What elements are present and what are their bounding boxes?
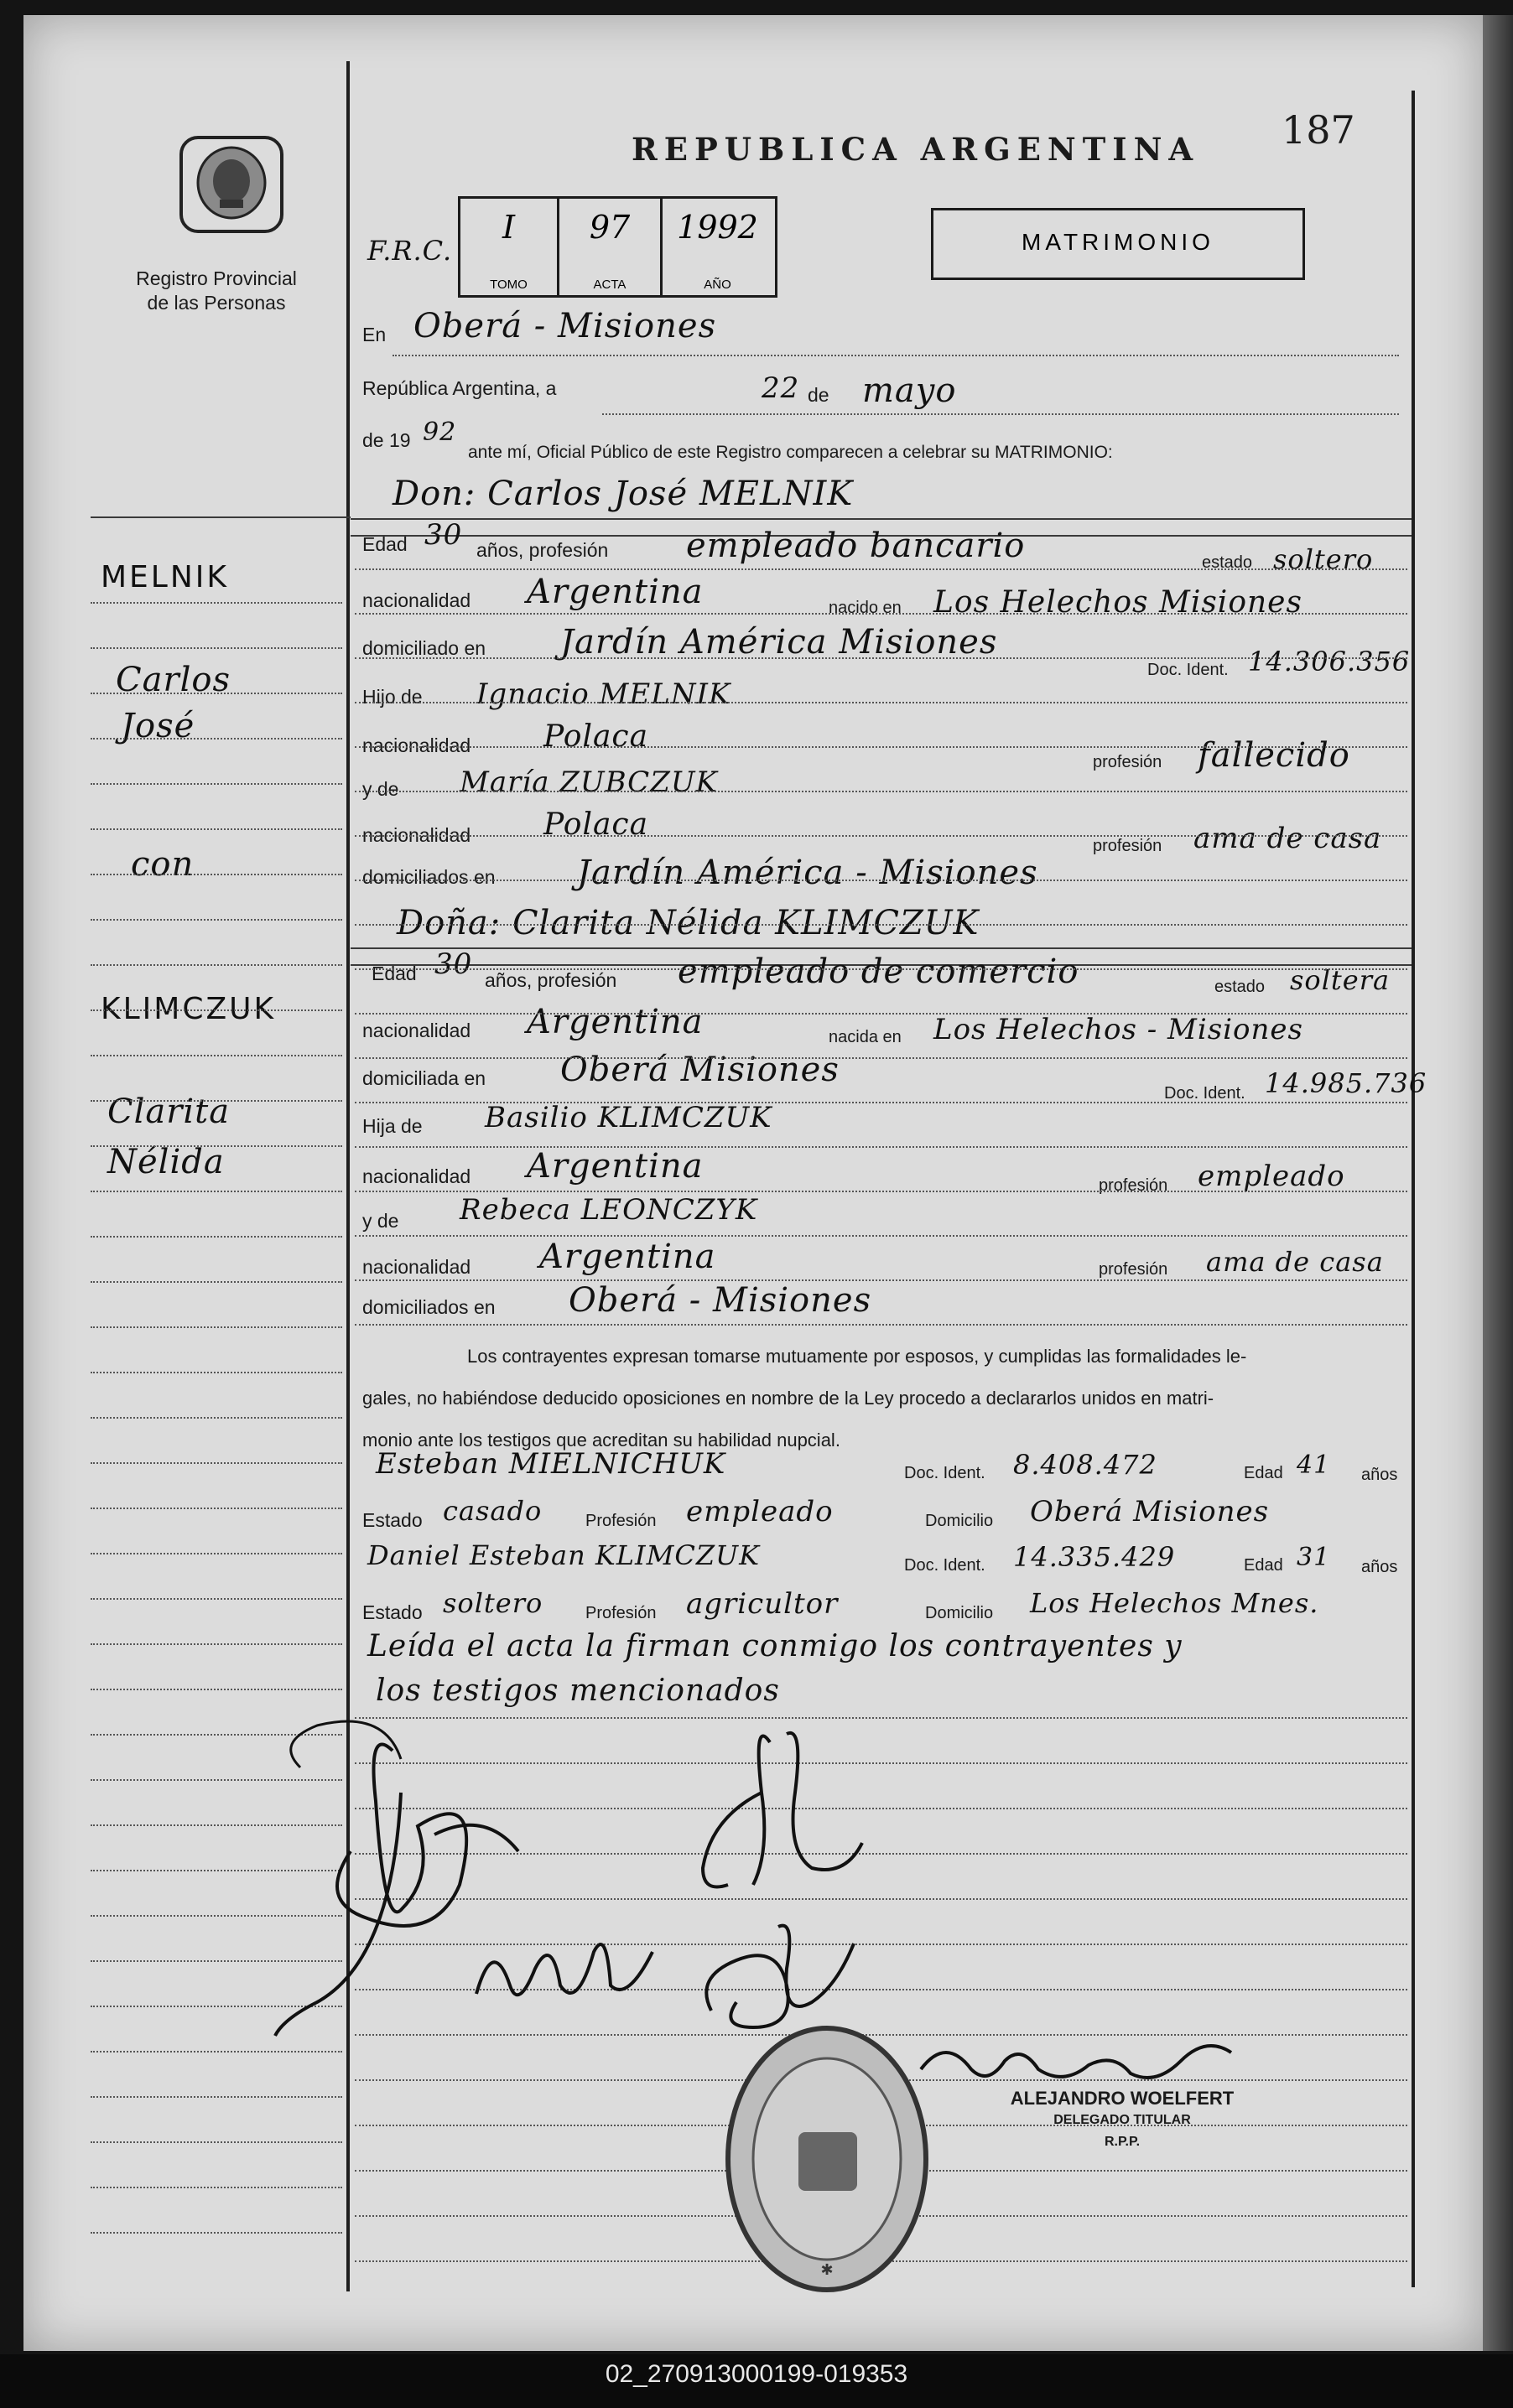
bride-mother-nat-label: nacionalidad bbox=[362, 1256, 471, 1278]
right-margin-rule bbox=[1412, 91, 1415, 2287]
body-rule-line bbox=[355, 568, 1407, 570]
margin-rule-line bbox=[91, 1100, 342, 1102]
ano-cell bbox=[663, 199, 772, 295]
witness-2-estado-label: Estado bbox=[362, 1601, 423, 1623]
groom-edad-label: Edad bbox=[362, 533, 408, 555]
margin-rule-line bbox=[91, 1236, 342, 1238]
margin-rule-line bbox=[91, 693, 342, 694]
margin-rule-line bbox=[91, 874, 342, 875]
tomo-label: TOMO bbox=[490, 278, 528, 292]
frc-box bbox=[458, 196, 777, 298]
witness-2-prof-label: Profesión bbox=[585, 1604, 657, 1622]
registry-line-2: de las Personas bbox=[147, 292, 286, 314]
witness-1-prof-label: Profesión bbox=[585, 1512, 657, 1530]
groom-address: Jardín América Misiones bbox=[560, 623, 998, 662]
rule bbox=[351, 518, 1412, 520]
groom-parents-address: Jardín América - Misiones bbox=[577, 854, 1038, 892]
groom-nationality: Argentina bbox=[527, 573, 704, 611]
bride-birthplace: Los Helechos - Misiones bbox=[933, 1013, 1303, 1046]
official-office: R.P.P. bbox=[1104, 2135, 1141, 2149]
register-page bbox=[23, 15, 1488, 2351]
bride-father: Basilio KLIMCZUK bbox=[485, 1101, 772, 1134]
margin-rule-line bbox=[91, 828, 342, 830]
witness-2-profession: agricultor bbox=[686, 1587, 839, 1621]
acta-label: ACTA bbox=[593, 278, 627, 292]
official-block bbox=[988, 2088, 1256, 2153]
signature-witness-1 bbox=[460, 1918, 678, 2027]
bride-edad-label: Edad bbox=[372, 963, 417, 984]
witness-1-dom-label: Domicilio bbox=[925, 1512, 994, 1530]
margin-rule-line bbox=[91, 1689, 342, 1690]
witness-1-doc-label: Doc. Ident. bbox=[904, 1464, 985, 1482]
groom-father-nationality: Polaca bbox=[543, 719, 649, 754]
bride-full-name: Doña: Clarita Nélida KLIMCZUK bbox=[397, 904, 980, 942]
bride-nationality: Argentina bbox=[527, 1003, 704, 1041]
body-rule-line bbox=[355, 1057, 1407, 1059]
groom-mother: María ZUBCZUK bbox=[460, 765, 718, 799]
witness-1-anos-label: años bbox=[1361, 1466, 1398, 1484]
body-rule-line bbox=[355, 924, 1407, 926]
margin-bride-name2: Nélida bbox=[107, 1143, 225, 1181]
bride-father-profession: empleado bbox=[1198, 1160, 1345, 1193]
bride-father-nat-label: nacionalidad bbox=[362, 1165, 471, 1187]
groom-estado: soltero bbox=[1273, 543, 1374, 575]
margin-rule-line bbox=[91, 1009, 342, 1011]
margin-rule-line bbox=[91, 1643, 342, 1645]
witness-1-age: 41 bbox=[1297, 1451, 1331, 1480]
groom-father-nat-label: nacionalidad bbox=[362, 734, 471, 756]
body-rule-line bbox=[355, 702, 1407, 703]
groom-yde-label: y de bbox=[362, 778, 399, 800]
margin-rule-line bbox=[91, 1191, 342, 1192]
ano-value: 1992 bbox=[677, 209, 758, 246]
closing-line-1: Leída el acta la firman conmigo los contrayentes y bbox=[367, 1629, 1183, 1663]
witness-1-estado: casado bbox=[443, 1495, 543, 1527]
rule bbox=[393, 355, 1399, 356]
margin-rule-line bbox=[91, 1598, 342, 1600]
intro-month: mayo bbox=[862, 371, 957, 410]
groom-full-name: Don: Carlos José MELNIK bbox=[393, 475, 854, 513]
groom-age: 30 bbox=[424, 518, 463, 552]
bride-doc: 14.985.736 bbox=[1265, 1067, 1427, 1099]
body-rule-line bbox=[355, 1279, 1407, 1281]
margin-bride-name1: Clarita bbox=[107, 1092, 231, 1131]
groom-father-profession: fallecido bbox=[1198, 736, 1350, 775]
official-seal-stamp bbox=[725, 2023, 930, 2296]
witness-2-anos-label: años bbox=[1361, 1558, 1398, 1576]
bride-mother-profession: ama de casa bbox=[1206, 1246, 1384, 1278]
body-rule-line bbox=[355, 1102, 1407, 1103]
bride-father-prof-label: profesión bbox=[1099, 1176, 1168, 1195]
margin-rule-line bbox=[91, 1508, 342, 1509]
body-rule-line bbox=[355, 1324, 1407, 1326]
year-suffix: 92 bbox=[423, 418, 457, 447]
margin-rule-line bbox=[91, 738, 342, 740]
witness-2-estado: soltero bbox=[443, 1587, 543, 1619]
closing-line-2: los testigos mencionados bbox=[376, 1674, 780, 1708]
body-rule-line bbox=[355, 880, 1407, 881]
official-title: DELEGADO TITULAR bbox=[1053, 2113, 1191, 2127]
groom-estado-label: estado bbox=[1202, 553, 1253, 572]
bride-parents-dom-label: domiciliados en bbox=[362, 1296, 496, 1318]
witness-1-estado-label: Estado bbox=[362, 1509, 423, 1531]
bride-mother-nationality: Argentina bbox=[539, 1238, 716, 1276]
body-rule-line bbox=[355, 791, 1407, 792]
witness-1-address: Oberá Misiones bbox=[1030, 1495, 1270, 1528]
body-rule-line bbox=[355, 835, 1407, 837]
margin-rule-line bbox=[91, 647, 342, 649]
body-rule-line bbox=[355, 968, 1407, 970]
margin-rule-line bbox=[91, 1281, 342, 1283]
acta-cell bbox=[559, 199, 663, 295]
witness-2-edad-label: Edad bbox=[1244, 1556, 1283, 1575]
year-prefix: de 19 bbox=[362, 429, 411, 451]
bride-hija-label: Hija de bbox=[362, 1115, 423, 1137]
margin-rule-line bbox=[91, 2232, 342, 2234]
body-rule-line bbox=[355, 1146, 1407, 1148]
svg-text:✱: ✱ bbox=[820, 2261, 834, 2278]
witness-2-name: Daniel Esteban KLIMCZUK bbox=[367, 1539, 760, 1571]
margin-rule-line bbox=[91, 1417, 342, 1419]
rule bbox=[351, 947, 1412, 949]
footer-caption: 02_270913000199-019353 bbox=[605, 2360, 908, 2388]
document-type: MATRIMONIO bbox=[1022, 229, 1214, 255]
rule bbox=[91, 516, 351, 518]
margin-rule-line bbox=[91, 1145, 342, 1147]
bride-estado-label: estado bbox=[1214, 978, 1266, 996]
declaration-line-1: Los contrayentes expresan tomarse mutuamente por esposos, y cumplidas las formalidades le- bbox=[467, 1346, 1247, 1367]
tomo-value: I bbox=[502, 209, 515, 246]
official-name: ALEJANDRO WOELFERT bbox=[1010, 2088, 1235, 2109]
bride-nacida-label: nacida en bbox=[829, 1028, 902, 1046]
bride-estado: soltera bbox=[1290, 964, 1391, 996]
margin-rule-line bbox=[91, 964, 342, 966]
tomo-cell bbox=[460, 199, 559, 295]
margin-rule-line bbox=[91, 1553, 342, 1554]
registry-name bbox=[124, 267, 309, 315]
witness-2-age: 31 bbox=[1297, 1543, 1331, 1572]
body-rule-line bbox=[355, 613, 1407, 615]
groom-mother-profession: ama de casa bbox=[1193, 822, 1382, 855]
declaration-line-3: monio ante los testigos que acreditan su habilidad nupcial. bbox=[362, 1430, 840, 1451]
groom-mother-nationality: Polaca bbox=[543, 807, 649, 842]
groom-doc-label: Doc. Ident. bbox=[1147, 661, 1229, 679]
margin-rule-line bbox=[91, 2096, 342, 2098]
bride-father-nationality: Argentina bbox=[527, 1147, 704, 1186]
matrimonio-box bbox=[931, 208, 1305, 280]
rule bbox=[602, 413, 1399, 415]
margin-connector: con bbox=[131, 845, 195, 884]
bride-age: 30 bbox=[434, 947, 473, 981]
margin-groom-name1: Carlos bbox=[116, 661, 231, 699]
bride-anos-prof-label: años, profesión bbox=[485, 969, 617, 991]
declaration bbox=[362, 1336, 1246, 1461]
groom-dom-label: domiciliado en bbox=[362, 637, 486, 659]
groom-birthplace: Los Helechos Misiones bbox=[933, 585, 1302, 620]
groom-anos-prof-label: años, profesión bbox=[476, 539, 609, 561]
witness-2-dom-label: Domicilio bbox=[925, 1604, 994, 1622]
bride-yde-label: y de bbox=[362, 1210, 399, 1232]
page-number: 187 bbox=[1282, 107, 1355, 153]
en-label: En bbox=[362, 324, 387, 345]
bride-mother-prof-label: profesión bbox=[1099, 1260, 1168, 1279]
margin-rule-line bbox=[91, 602, 342, 604]
groom-profession: empleado bancario bbox=[686, 527, 1026, 565]
declaration-line-2: gales, no habiéndose deducido oposiciones en nombre de la Ley procedo a declararlos unidos en matri- bbox=[362, 1388, 1214, 1409]
groom-nacido-label: nacido en bbox=[829, 599, 902, 617]
body-rule-line bbox=[355, 1013, 1407, 1015]
body-rule-line bbox=[355, 657, 1407, 659]
bride-profession: empleado de comercio bbox=[678, 952, 1079, 991]
registry-line-1: Registro Provincial bbox=[136, 267, 297, 289]
body-rule-line bbox=[355, 1191, 1407, 1192]
witness-1-name: Esteban MIELNICHUK bbox=[376, 1447, 726, 1481]
republica-label: República Argentina, a bbox=[362, 377, 557, 399]
margin-groom-surname: MELNIK bbox=[101, 560, 230, 594]
margin-rule-line bbox=[91, 1055, 342, 1056]
witness-1-edad-label: Edad bbox=[1244, 1464, 1283, 1482]
provincial-emblem-icon bbox=[176, 132, 287, 237]
margin-groom-name2: José bbox=[121, 707, 195, 745]
margin-rule-line bbox=[91, 1372, 342, 1373]
groom-father: Ignacio MELNIK bbox=[476, 677, 731, 711]
margin-rule-line bbox=[91, 1326, 342, 1328]
intro-place: Oberá - Misiones bbox=[413, 307, 717, 345]
groom-father-prof-label: profesión bbox=[1093, 753, 1162, 771]
bride-parents-address: Oberá - Misiones bbox=[569, 1281, 872, 1320]
margin-bride-surname: KLIMCZUK bbox=[101, 992, 277, 1026]
groom-hijo-label: Hijo de bbox=[362, 686, 423, 708]
margin-rule-line bbox=[91, 783, 342, 785]
witness-1-profession: empleado bbox=[686, 1495, 834, 1528]
witness-2-doc: 14.335.429 bbox=[1013, 1541, 1176, 1573]
frc-label: F.R.C. bbox=[367, 235, 453, 267]
de-label: de bbox=[808, 384, 829, 406]
body-rule-line bbox=[355, 1235, 1407, 1237]
bride-mother: Rebeca LEONCZYK bbox=[460, 1193, 758, 1227]
intro-day: 22 bbox=[762, 371, 800, 405]
witness-2-doc-label: Doc. Ident. bbox=[904, 1556, 985, 1575]
bride-doc-label: Doc. Ident. bbox=[1164, 1084, 1245, 1103]
witness-1-doc: 8.408.472 bbox=[1013, 1449, 1157, 1481]
body-rule-line bbox=[355, 746, 1407, 748]
margin-rule-line bbox=[91, 1462, 342, 1464]
margin-rule-line bbox=[91, 2141, 342, 2143]
bride-address: Oberá Misiones bbox=[560, 1051, 840, 1089]
groom-parents-dom-label: domiciliados en bbox=[362, 866, 496, 888]
ano-label: AÑO bbox=[704, 278, 731, 292]
groom-nat-label: nacionalidad bbox=[362, 589, 471, 611]
country-title: REPUBLICA ARGENTINA bbox=[632, 131, 1200, 168]
groom-mother-prof-label: profesión bbox=[1093, 837, 1162, 855]
bride-nat-label: nacionalidad bbox=[362, 1020, 471, 1041]
groom-doc: 14.306.356 bbox=[1248, 646, 1411, 677]
bride-dom-label: domiciliada en bbox=[362, 1067, 486, 1089]
acta-value: 97 bbox=[589, 209, 631, 246]
signature-bride bbox=[678, 1717, 879, 1918]
margin-rule-line bbox=[91, 2187, 342, 2188]
witness-2-address: Los Helechos Mnes. bbox=[1030, 1587, 1319, 1619]
year-rest: ante mí, Oficial Público de este Registro comparecen a celebrar su MATRIMONIO: bbox=[468, 443, 1113, 462]
margin-rule-line bbox=[91, 919, 342, 921]
groom-mother-nat-label: nacionalidad bbox=[362, 824, 471, 846]
